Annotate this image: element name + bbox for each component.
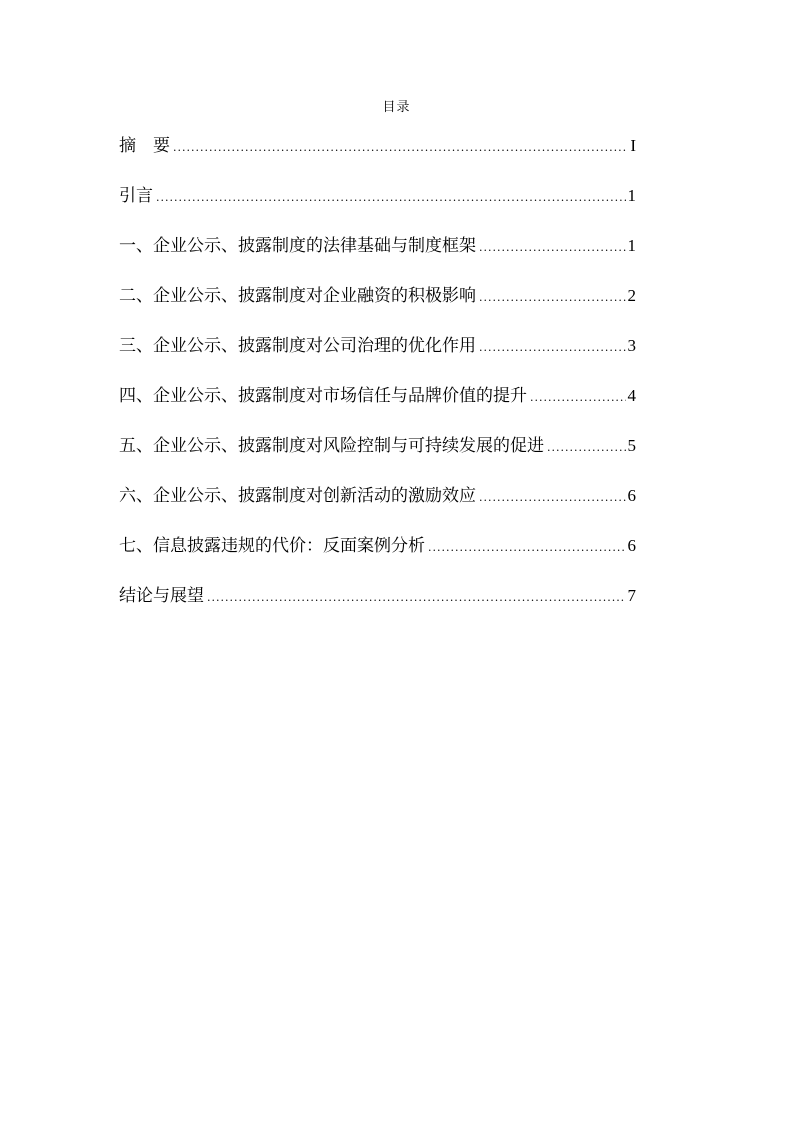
toc-entry-abstract[interactable] [119, 132, 636, 182]
toc-page-number: 1 [627, 186, 636, 205]
table-of-contents [119, 132, 636, 632]
toc-page-number: I [630, 136, 636, 155]
toc-page-number: 6 [627, 536, 636, 555]
toc-entry-label: 五、企业公示、披露制度对风险控制与可持续发展的促进 [119, 436, 544, 456]
toc-leader-dots [479, 334, 626, 362]
toc-page-number: 6 [627, 486, 636, 505]
toc-leader-dots [479, 484, 626, 512]
toc-entry-section-7[interactable] [119, 532, 636, 582]
toc-page-number: 1 [627, 236, 636, 255]
toc-entry-label: 摘 要 [119, 136, 170, 156]
toc-entry-introduction[interactable] [119, 182, 636, 232]
toc-leader-dots [479, 234, 626, 262]
toc-leader-dots [156, 184, 626, 212]
toc-leader-dots [173, 134, 628, 162]
toc-entry-section-6[interactable] [119, 482, 636, 532]
toc-entry-section-1[interactable] [119, 232, 636, 282]
toc-entry-label: 二、企业公示、披露制度对企业融资的积极影响 [119, 286, 476, 306]
toc-page-number: 5 [627, 436, 636, 455]
toc-leader-dots [479, 284, 626, 312]
toc-page-number: 2 [627, 286, 636, 305]
toc-entry-label: 引言 [119, 186, 153, 206]
toc-entry-label: 一、企业公示、披露制度的法律基础与制度框架 [119, 236, 476, 256]
toc-page-number: 7 [627, 586, 636, 605]
toc-entry-label: 四、企业公示、披露制度对市场信任与品牌价值的提升 [119, 386, 527, 406]
toc-entry-label: 六、企业公示、披露制度对创新活动的激励效应 [119, 486, 476, 506]
toc-leader-dots [207, 584, 626, 612]
toc-entry-label: 结论与展望 [119, 586, 204, 606]
toc-leader-dots [547, 434, 626, 462]
toc-entry-conclusion[interactable] [119, 582, 636, 632]
toc-leader-dots [530, 384, 626, 412]
toc-entry-section-2[interactable] [119, 282, 636, 332]
toc-leader-dots [428, 534, 626, 562]
toc-entry-label: 三、企业公示、披露制度对公司治理的优化作用 [119, 336, 476, 356]
toc-page-number: 4 [627, 386, 636, 405]
toc-entry-section-3[interactable] [119, 332, 636, 382]
toc-entry-label: 七、信息披露违规的代价：反面案例分析 [119, 536, 425, 556]
toc-entry-section-4[interactable] [119, 382, 636, 432]
toc-page-number: 3 [627, 336, 636, 355]
toc-entry-section-5[interactable] [119, 432, 636, 482]
toc-title: 目录 [382, 100, 411, 115]
